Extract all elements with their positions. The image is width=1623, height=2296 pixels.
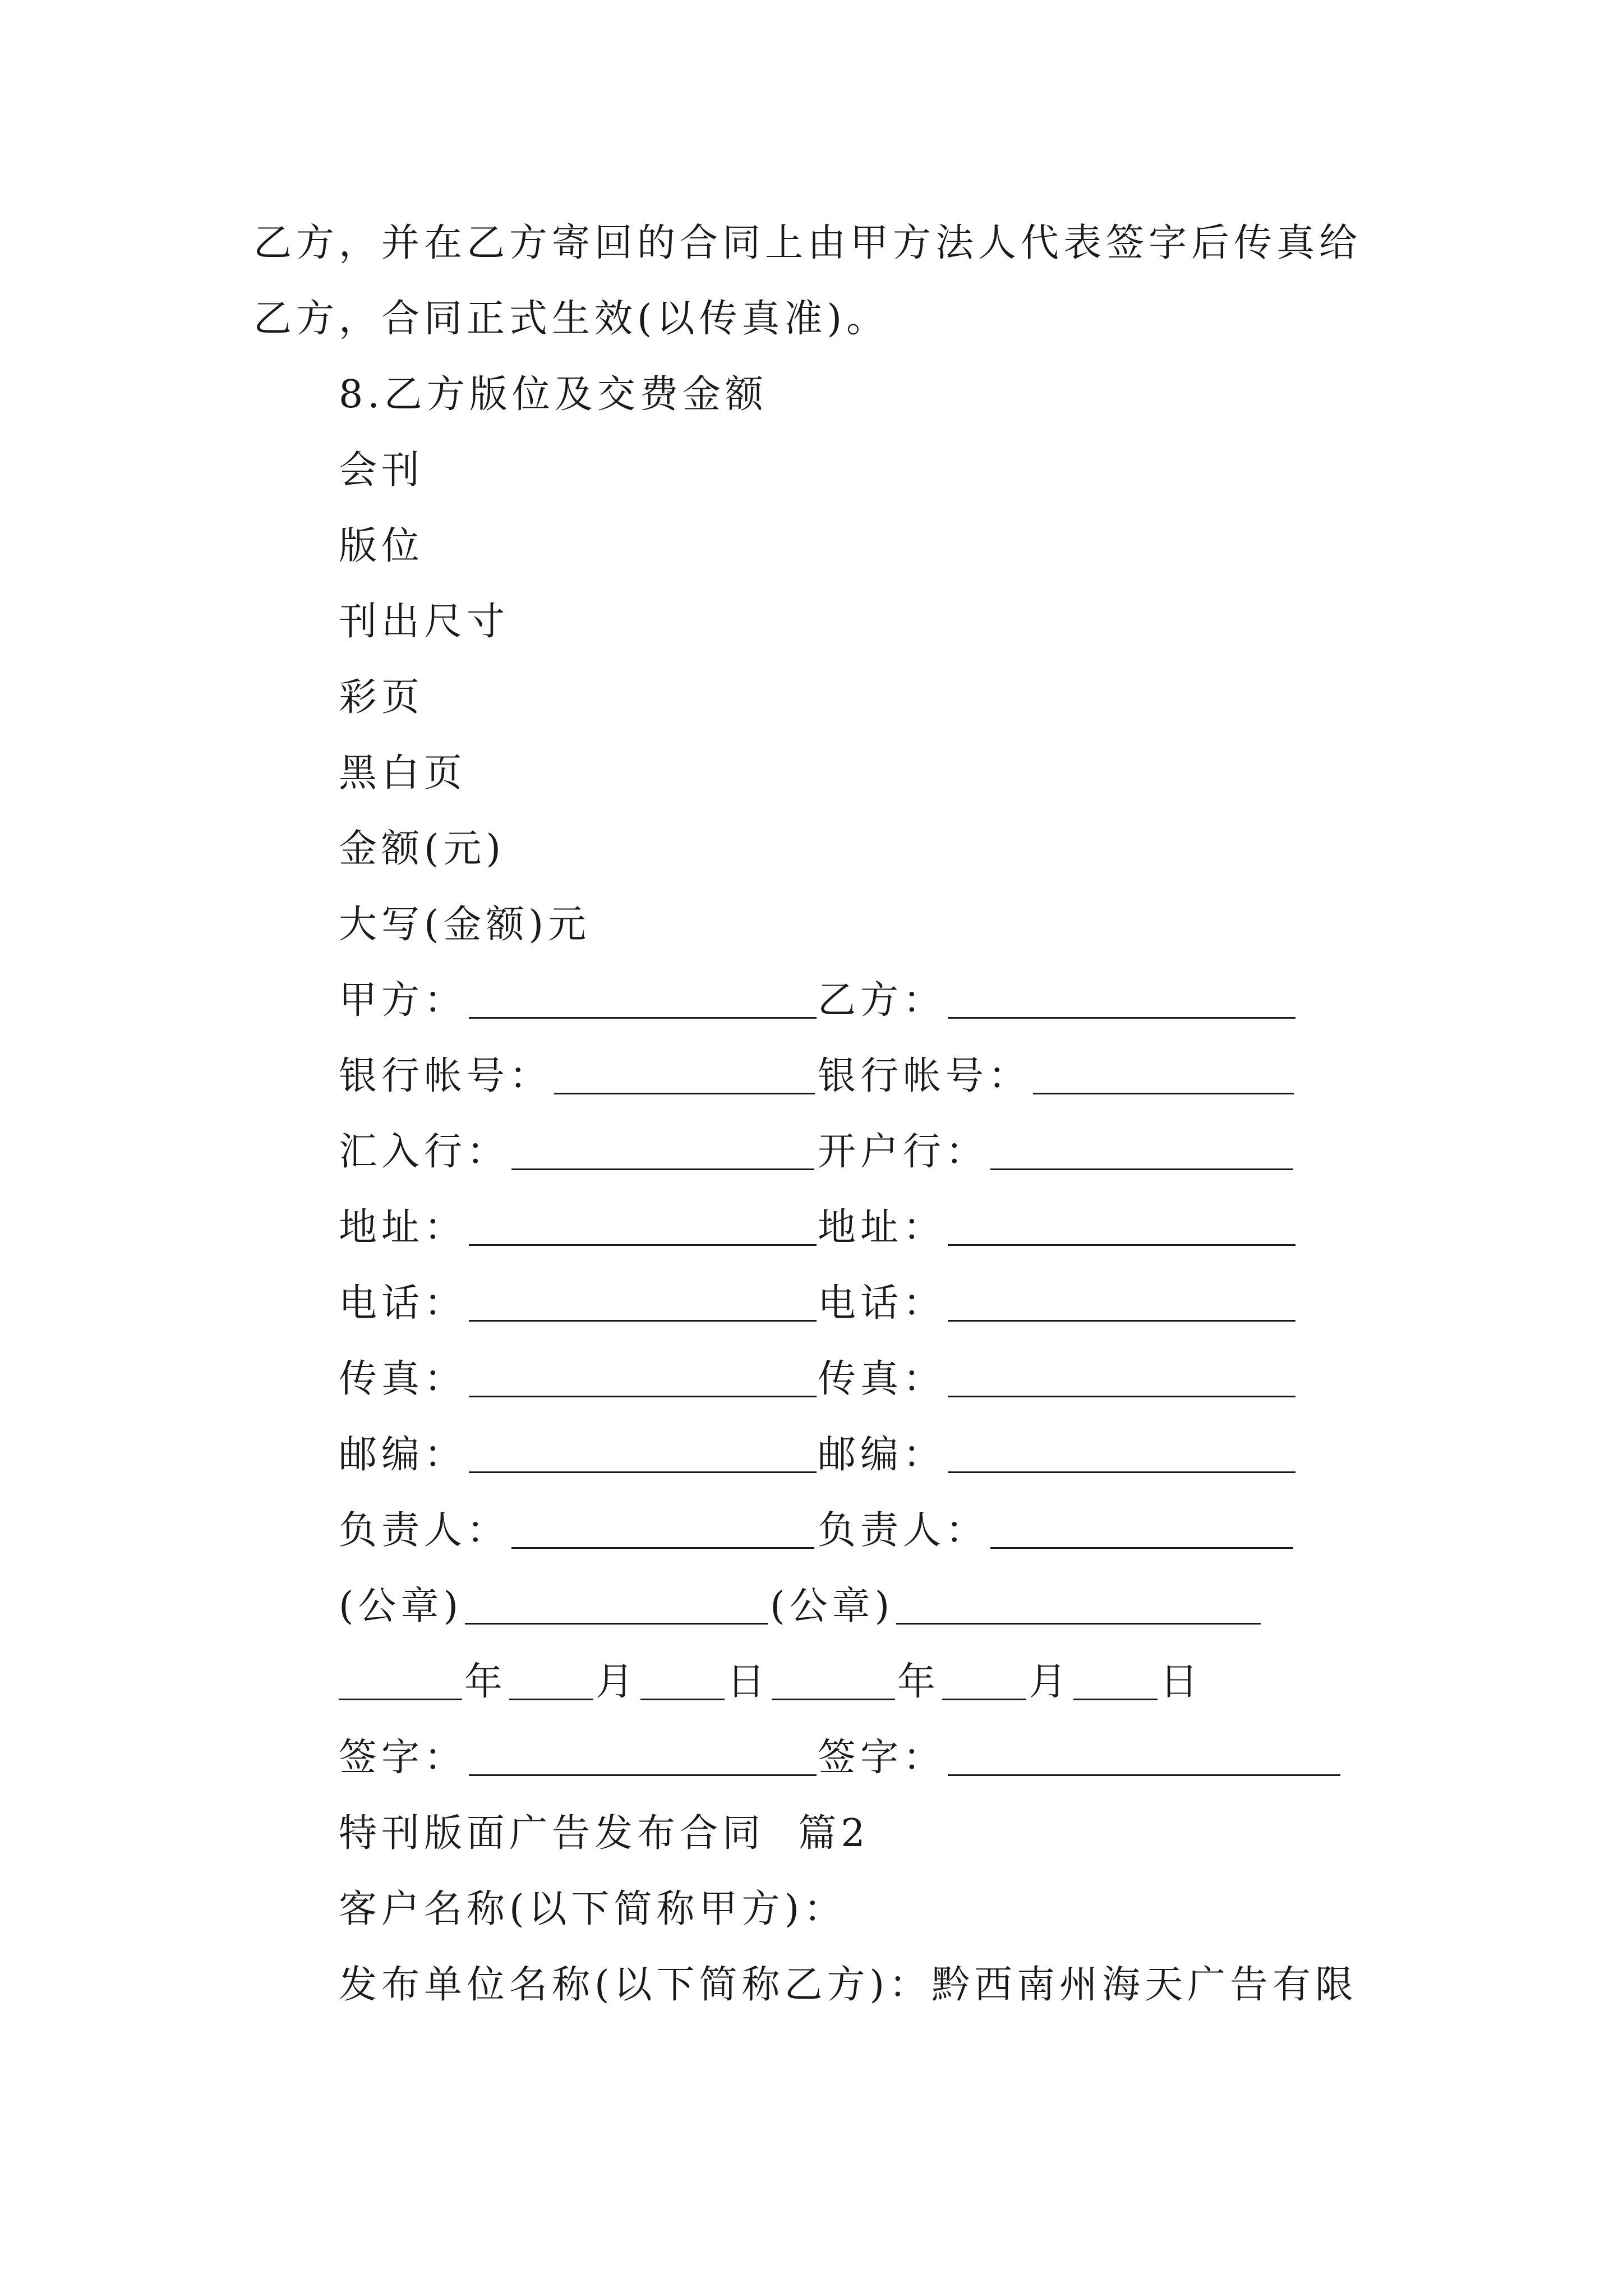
month-b-label: 月 [1029, 1660, 1072, 1704]
sign-b-blank[interactable] [948, 1774, 1340, 1776]
row-seal [339, 1584, 1263, 1628]
postcode-a-blank[interactable] [469, 1471, 817, 1473]
row-postcode-b [818, 1433, 1298, 1477]
item-size: 刊出尺寸 [339, 600, 510, 644]
fax-a-label: 传真： [339, 1357, 467, 1401]
row-party [339, 978, 819, 1023]
month-a-label: 月 [596, 1660, 639, 1704]
seal-a-label: (公章) [339, 1584, 463, 1628]
row-address-b [818, 1205, 1298, 1250]
day-a-blank[interactable] [640, 1699, 725, 1700]
sign-a-label: 签字： [339, 1736, 467, 1780]
person-a-blank[interactable] [511, 1547, 814, 1549]
year-a-label: 年 [464, 1660, 508, 1704]
party-b-label: 乙方： [818, 978, 946, 1023]
seal-a-blank[interactable] [465, 1623, 768, 1625]
open-bank-label: 开户行： [818, 1130, 989, 1174]
row-bank [339, 1130, 817, 1174]
person-b-label: 负责人： [818, 1508, 989, 1553]
fax-b-blank[interactable] [948, 1396, 1295, 1397]
day-a-label: 日 [727, 1660, 770, 1704]
address-b-label: 地址： [818, 1205, 946, 1250]
bank-account-a-blank[interactable] [554, 1093, 815, 1094]
item-color-page: 彩页 [339, 675, 425, 720]
party-a-label: 甲方： [339, 978, 467, 1023]
month-a-blank[interactable] [509, 1699, 593, 1700]
part2-title: 特刊版面广告发布合同 篇2 [339, 1811, 870, 1856]
open-bank-blank[interactable] [990, 1168, 1293, 1170]
fax-a-blank[interactable] [469, 1396, 817, 1397]
phone-b-blank[interactable] [948, 1320, 1295, 1322]
seal-b-label: (公章) [770, 1584, 895, 1628]
person-b-blank[interactable] [990, 1547, 1293, 1549]
year-a-blank[interactable] [339, 1699, 462, 1700]
row-party-b [818, 978, 1298, 1023]
row-person [339, 1508, 817, 1553]
day-b-blank[interactable] [1073, 1699, 1158, 1700]
row-phone [339, 1281, 819, 1326]
row-date [339, 1660, 1203, 1704]
paragraph-line-2: 乙方，合同正式生效(以传真准)。 [253, 297, 889, 341]
remit-bank-label: 汇入行： [339, 1130, 510, 1174]
remit-bank-blank[interactable] [511, 1168, 814, 1170]
row-sign [339, 1736, 819, 1780]
item-huikan: 会刊 [339, 448, 425, 493]
item-bw-page: 黑白页 [339, 751, 467, 795]
month-b-blank[interactable] [942, 1699, 1026, 1700]
row-sign-b [818, 1736, 1343, 1780]
section-heading: 8.乙方版位及交费金额 [339, 372, 768, 417]
item-amount: 金额(元) [339, 827, 506, 871]
row-bank-account [339, 1054, 817, 1098]
person-a-label: 负责人： [339, 1508, 510, 1553]
row-postcode [339, 1433, 819, 1477]
day-b-label: 日 [1160, 1660, 1203, 1704]
phone-b-label: 电话： [818, 1281, 946, 1326]
postcode-b-blank[interactable] [948, 1471, 1295, 1473]
year-b-blank[interactable] [772, 1699, 895, 1700]
party-a-blank[interactable] [469, 1017, 817, 1019]
postcode-a-label: 邮编： [339, 1433, 467, 1477]
item-amount-words: 大写(金额)元 [339, 903, 591, 947]
sign-a-blank[interactable] [469, 1774, 817, 1776]
fax-b-label: 传真： [818, 1357, 946, 1401]
row-bank-b [818, 1130, 1295, 1174]
row-phone-b [818, 1281, 1298, 1326]
year-b-label: 年 [897, 1660, 940, 1704]
part2-publisher: 发布单位名称(以下简称乙方)：黔西南州海天广告有限 [339, 1963, 1358, 2007]
paragraph-line-1: 乙方，并在乙方寄回的合同上由甲方法人代表签字后传真给 [253, 221, 1362, 265]
bank-account-b-label: 银行帐号： [818, 1054, 1031, 1098]
sign-b-label: 签字： [818, 1736, 946, 1780]
row-fax-b [818, 1357, 1298, 1401]
part2-client: 客户名称(以下简称甲方)： [339, 1887, 847, 1931]
row-fax [339, 1357, 819, 1401]
address-b-blank[interactable] [948, 1244, 1295, 1246]
item-banwei: 版位 [339, 524, 425, 568]
row-address [339, 1205, 819, 1250]
row-bank-account-b [818, 1054, 1296, 1098]
address-a-blank[interactable] [469, 1244, 817, 1246]
seal-b-blank[interactable] [896, 1623, 1261, 1625]
phone-a-blank[interactable] [469, 1320, 817, 1322]
postcode-b-label: 邮编： [818, 1433, 946, 1477]
phone-a-label: 电话： [339, 1281, 467, 1326]
row-person-b [818, 1508, 1295, 1553]
bank-account-a-label: 银行帐号： [339, 1054, 552, 1098]
bank-account-b-blank[interactable] [1033, 1093, 1294, 1094]
party-b-blank[interactable] [948, 1017, 1295, 1019]
address-a-label: 地址： [339, 1205, 467, 1250]
